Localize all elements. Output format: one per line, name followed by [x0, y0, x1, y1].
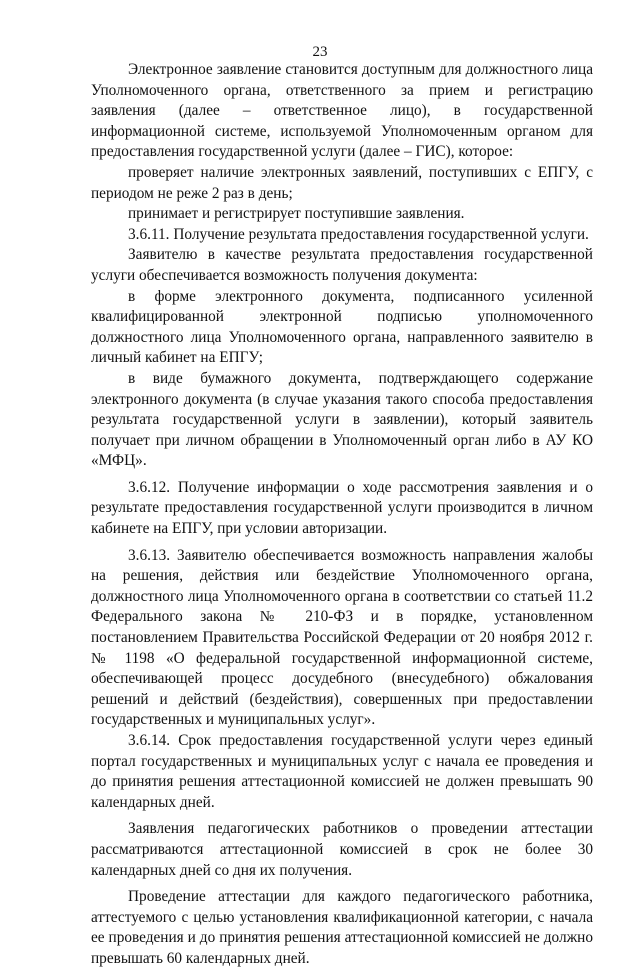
paragraph-result-options: Заявителю в качестве результата предоставления государственной услуги обеспечивается возможность получения документа:	[91, 246, 593, 284]
paragraph-3-6-14: 3.6.14. Срок предоставления государственной услуги через единый портал государственных и муниципальных услуг с начала ее проведения и до принятия решения аттестационной комиссией не должен превышать 90 календарных дней.	[91, 732, 593, 811]
paragraph-3-6-13: 3.6.13. Заявителю обеспечивается возможность направления жалобы на решения, действия или бездействие Уполномоченного органа, должностного лица Уполномоченного органа в соответствии со статьей 11.2 Федерального закона № 210-ФЗ и в порядке, установленном постановлением Правительства Российской Федерации от 20 ноября 2012 г. № 1198 «О федеральной государственной информационной системе, обеспечивающей процесс досудебного (внесудебного) обжалования решений и действий (бездействия), совершенных при предоставлении государственных и муниципальных услуг».	[91, 546, 593, 729]
paragraph-paper-document: в виде бумажного документа, подтверждающего содержание электронного документа (в случае указания такого способа предоставления результата государственной услуги в заявлении), который заявитель получает при личном обращении в Уполномоченный орган либо в АУ КО «МФЦ».	[91, 369, 593, 470]
paragraph-30-days: Заявления педагогических работников о проведении аттестации рассматриваются аттестационной комиссией в срок не более 30 календарных дней со дня их получения.	[91, 820, 593, 879]
paragraph-registers-applications: принимает и регистрирует поступившие заявления.	[128, 205, 465, 223]
paragraph-3-6-11: 3.6.11. Получение результата предоставления государственной услуги.	[128, 225, 589, 243]
paragraph-electronic-document: в форме электронного документа, подписанного усиленной квалифицированной электронной подписью уполномоченного должностного лица Уполномоченного органа, направленного заявителю в личный кабинет на ЕПГУ;	[91, 287, 593, 367]
document-body	[91, 60, 593, 970]
paragraph-checks-applications: проверяет наличие электронных заявлений, поступивших с ЕПГУ, с периодом не реже 2 раз в день;	[91, 163, 593, 202]
paragraph-60-days: Проведение аттестации для каждого педагогического работника, аттестуемого с целью установления квалификационной категории, с начала ее проведения и до принятия решения аттестационной комиссией не должно превышать 60 календарных дней.	[91, 888, 593, 967]
page-number: 23	[312, 44, 328, 60]
paragraph-3-6-12: 3.6.12. Получение информации о ходе рассмотрения заявления и о результате предоставления государственной услуги производится в личном кабинете на ЕПГУ, при условии авторизации.	[91, 478, 593, 538]
paragraph-electronic-application: Электронное заявление становится доступным для должностного лица Уполномоченного органа, ответственного за прием и регистрацию заявления (далее – ответственное лицо), в государственной информационной системе, используемой Уполномоченным органом для предоставления государственной услуги (далее – ГИС), которое:	[91, 61, 593, 161]
